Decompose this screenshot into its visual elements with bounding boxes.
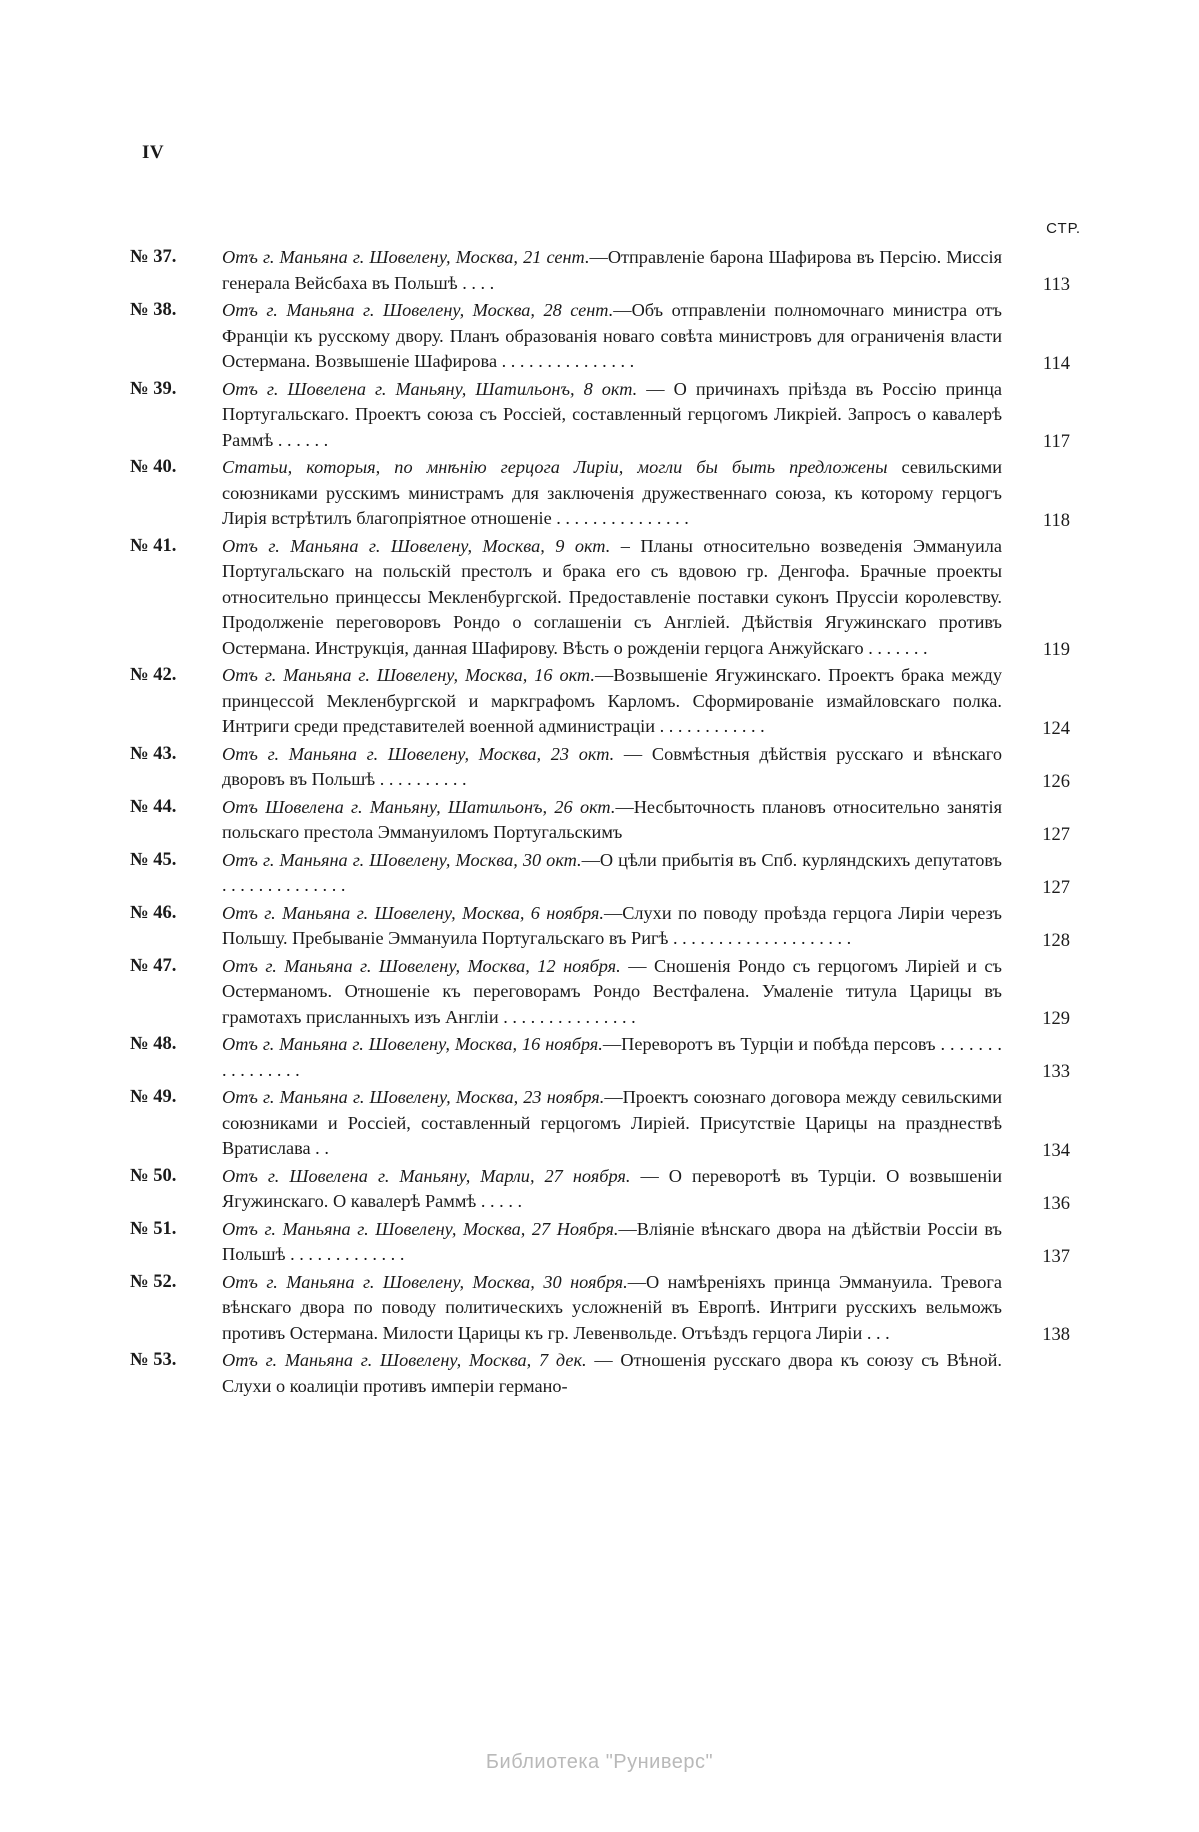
toc-entry-title: Отъ г. Маньяна г. Шовелену, Москва, 28 сент.: [222, 300, 614, 320]
toc-entry-body: [130, 1032, 1070, 1083]
toc-entry-number: № 43.: [130, 743, 177, 764]
toc-entry[interactable]: [130, 377, 1070, 454]
toc-entry[interactable]: [130, 795, 1070, 846]
toc-entry-text: [130, 663, 1002, 740]
toc-entry[interactable]: [130, 1348, 1070, 1399]
toc-entry[interactable]: [130, 298, 1070, 375]
toc-entry-body: [130, 848, 1070, 899]
toc-entry-title: Отъ г. Маньяна г. Шовелену, Москва, 9 окт.: [222, 535, 611, 556]
toc-entry[interactable]: [130, 1164, 1070, 1215]
toc-entry-body: [130, 1270, 1070, 1347]
toc-entry-description: —Переворотъ въ Турціи и побѣда персовъ . . . . . . . . . . . . . . . .: [222, 1034, 1002, 1080]
table-of-contents: [130, 245, 1070, 1401]
toc-entry-body: [130, 1217, 1070, 1268]
toc-entry-body: [130, 663, 1070, 740]
toc-entry-body: [130, 1348, 1070, 1399]
toc-entry-description: — Сношенія Рондо съ герцогомъ Лиріей и съ Остерманомъ. Отношеніе къ переговорамъ Рондо Вестфалена. Умаленіе титула Царицы въ грамотахъ присланныхъ изъ Англіи . . . . . . . . . . . . . . .: [222, 955, 1002, 1027]
toc-entry-text: [130, 455, 1002, 532]
toc-entry-text: [130, 901, 1002, 952]
toc-entry-title: Отъ Шовелена г. Маньяну, Шатильонъ, 26 окт.: [222, 796, 616, 817]
toc-entry-body: [130, 795, 1070, 846]
toc-entry-title: Отъ г. Маньяна г. Шовелену, Москва, 21 сент.: [222, 247, 590, 267]
toc-entry-number: № 40.: [130, 457, 177, 477]
toc-entry-page-number: 136: [1042, 1193, 1070, 1214]
toc-entry-number: № 53.: [130, 1350, 177, 1370]
toc-entry-text: [130, 742, 1002, 793]
toc-entry-page-number: 124: [1042, 718, 1070, 739]
toc-entry-body: [130, 742, 1070, 793]
toc-entry-page-number: 126: [1042, 771, 1070, 792]
toc-entry-title: Отъ г. Маньяна г. Шовелену, Москва, 30 ноября.: [222, 1271, 628, 1292]
toc-entry-text: [130, 1348, 1002, 1399]
toc-entry-number: № 41.: [130, 535, 177, 556]
toc-entry-body: [130, 534, 1070, 662]
toc-entry[interactable]: [130, 1032, 1070, 1083]
toc-entry-number: № 47.: [130, 955, 177, 976]
toc-entry-page-number: 127: [1042, 824, 1070, 845]
toc-entry[interactable]: [130, 663, 1070, 740]
toc-entry-description: —Отправленіе барона Шафирова въ Персію. Миссія генерала Вейсбаха въ Польшѣ . . . .: [222, 247, 1002, 293]
toc-entry-text: [130, 1085, 1002, 1162]
toc-entry-page-number: 134: [1042, 1140, 1070, 1161]
toc-entry-body: [130, 954, 1070, 1031]
toc-entry-body: [130, 455, 1070, 532]
toc-entry-description: —Вліяніе вѣнскаго двора на дѣйствіи Россіи въ Польшѣ . . . . . . . . . . . . .: [222, 1218, 1002, 1264]
toc-entry-description: — О причинахъ пріѣзда въ Россію принца Португальскаго. Проектъ союза съ Россіей, составленный герцогомъ Ликріей. Запросъ о кавалерѣ Раммѣ . . . . . .: [222, 378, 1002, 450]
toc-entry-description: —Проектъ союзнаго договора между севильскими союзниками и Россіей, составленный герцогомъ Лиріей. Присутствіе Царицы на празднествѣ Вратислава . .: [222, 1087, 1002, 1158]
toc-entry[interactable]: [130, 901, 1070, 952]
toc-entry-page-number: 118: [1042, 510, 1070, 531]
toc-entry-description: —О цѣли прибытія въ Спб. курляндскихъ депутатовъ . . . . . . . . . . . . . .: [222, 849, 1002, 895]
toc-entry[interactable]: [130, 1217, 1070, 1268]
toc-entry-page-number: 119: [1042, 640, 1070, 660]
toc-entry[interactable]: [130, 455, 1070, 532]
toc-entry-text: [130, 1217, 1002, 1268]
toc-entry-text: [130, 1164, 1002, 1215]
toc-entry-description: севильскими союзниками русскимъ министрамъ для заключенія дружественнаго союза, къ которому герцогъ Лирія встрѣтилъ благопріятное отношеніе . . . . . . . . . . . . . . .: [222, 457, 1003, 528]
toc-entry-title: Отъ г. Маньяна г. Шовелену, Москва, 16 ноября.: [222, 1034, 603, 1054]
toc-entry-text: [130, 377, 1002, 454]
toc-entry-text: [130, 298, 1002, 375]
toc-entry[interactable]: [130, 245, 1070, 296]
toc-entry-title: Отъ г. Маньяна г. Шовелену, Москва, 30 окт.: [222, 849, 582, 870]
toc-entry-page-number: 113: [1042, 275, 1070, 295]
toc-entry-title: Отъ г. Маньяна г. Шовелену, Москва, 16 окт.: [222, 665, 595, 685]
watermark: Библиотека "Руниверс": [485, 1751, 714, 1773]
toc-entry-page-number: 117: [1042, 432, 1070, 452]
toc-entry-number: № 48.: [130, 1034, 177, 1054]
toc-entry-description: —Объ отправленіи полномочнаго министра отъ Франціи къ русскому двору. Планъ образованія новаго совѣта министровъ для ограниченія власти Остермана. Возвышеніе Шафирова . . . . . . . . . . . . . . .: [222, 300, 1002, 371]
toc-entry-title: Отъ г. Маньяна г. Шовелену, Москва, 23 окт.: [222, 743, 615, 764]
toc-entry[interactable]: [130, 848, 1070, 899]
toc-entry-description: —Слухи по поводу проѣзда герцога Лиріи черезъ Польшу. Пребываніе Эммануила Португальскаго въ Ригѣ . . . . . . . . . . . . . . . . . . . .: [222, 902, 1002, 948]
toc-entry-description: —Несбыточность плановъ относительно занятія польскаго престола Эммануиломъ Португальскимъ: [222, 796, 1002, 842]
toc-entry-body: [130, 1085, 1070, 1162]
toc-entry-page-number: 138: [1042, 1325, 1070, 1345]
folio-number: IV: [142, 142, 165, 163]
toc-entry-description: – Планы относительно возведенія Эммануила Португальскаго на польскій престолъ и брака его съ вдовою гр. Денгофа. Брачные проекты относительно принцессы Мекленбургской. Предоставленіе поставки суконъ Пруссіи королевству. Продолженіе переговоровъ Рондо о соглашеніи съ Англіей. Дѣйствія Ягужинскаго противъ Остермана. Инструкція, данная Шафирову. Вѣсть о рожденіи герцога Анжуйскаго . . . . . . .: [222, 535, 1002, 658]
toc-entry-description: — Совмѣстныя дѣйствія русскаго и вѣнскаго дворовъ въ Польшѣ . . . . . . . . . .: [222, 743, 1002, 789]
toc-entry-text: [130, 795, 1002, 846]
page-column-header: СТР.: [1046, 220, 1081, 237]
toc-entry-page-number: 128: [1042, 930, 1070, 951]
toc-entry-text: [130, 1032, 1002, 1083]
toc-entry-title: Отъ г. Маньяна г. Шовелену, Москва, 27 Ноября.: [222, 1218, 619, 1239]
toc-entry-number: № 38.: [130, 300, 177, 320]
toc-entry-description: —Возвышеніе Ягужинскаго. Проектъ брака между принцессой Мекленбургской и маркграфомъ Карломъ. Сформированіе измайловскаго полка. Интриги среди представителей военной администраціи . . . . . . . . . . . .: [222, 665, 1002, 736]
toc-entry-page-number: 114: [1042, 353, 1070, 374]
toc-entry-number: № 46.: [130, 902, 177, 923]
toc-entry-number: № 51.: [130, 1218, 177, 1239]
toc-entry-page-number: 133: [1042, 1062, 1070, 1082]
toc-entry-number: № 44.: [130, 796, 177, 817]
toc-entry-number: № 49.: [130, 1087, 177, 1107]
toc-entry-page-number: 137: [1042, 1246, 1070, 1267]
toc-entry[interactable]: [130, 1085, 1070, 1162]
toc-entry-text: [130, 245, 1002, 296]
toc-entry-number: № 52.: [130, 1271, 177, 1292]
toc-entry[interactable]: [130, 534, 1070, 662]
toc-entry-title: Отъ г. Маньяна г. Шовелену, Москва, 12 ноября.: [222, 955, 621, 976]
toc-entry-number: № 50.: [130, 1165, 177, 1186]
toc-entry-text: [130, 848, 1002, 899]
toc-entry-title: Статьи, которыя, по мнѣнію герцога Лиріи, могли бы быть предложены: [222, 457, 888, 477]
toc-entry[interactable]: [130, 742, 1070, 793]
toc-entry-body: [130, 901, 1070, 952]
toc-entry-page-number: 129: [1042, 1009, 1070, 1029]
toc-entry-description: — О переворотѣ въ Турціи. О возвышеніи Ягужинскаго. О кавалерѣ Раммѣ . . . . .: [222, 1165, 1002, 1211]
toc-entry-page-number: 127: [1042, 877, 1070, 898]
toc-entry-description: —О намѣреніяхъ принца Эммануила. Тревога вѣнскаго двора по поводу политическихъ усложненій въ Европѣ. Интриги русскихъ вельможъ противъ Остермана. Милости Царицы къ гр. Левенвольде. Отъѣздъ герцога Лиріи . . .: [222, 1271, 1002, 1343]
toc-entry-text: [130, 534, 1002, 662]
toc-entry-body: [130, 245, 1070, 296]
toc-entry-body: [130, 1164, 1070, 1215]
toc-entry-text: [130, 954, 1002, 1031]
toc-entry[interactable]: [130, 1270, 1070, 1347]
toc-entry-title: Отъ г. Маньяна г. Шовелену, Москва, 23 ноября.: [222, 1087, 605, 1107]
toc-entry-number: № 39.: [130, 378, 177, 399]
toc-entry-body: [130, 298, 1070, 375]
toc-entry-title: Отъ г. Шовелена г. Маньяну, Шатильонъ, 8 окт.: [222, 378, 638, 399]
toc-entry-number: № 42.: [130, 665, 177, 685]
toc-entry-title: Отъ г. Шовелена г. Маньяну, Марли, 27 ноября.: [222, 1165, 631, 1186]
toc-entry-description: — Отношенія русскаго двора къ союзу съ Вѣной. Слухи о коалиціи противъ имперіи германо-: [222, 1350, 1002, 1396]
toc-entry-number: № 45.: [130, 849, 177, 870]
toc-entry-body: [130, 377, 1070, 454]
toc-entry-text: [130, 1270, 1002, 1347]
toc-entry-title: Отъ г. Маньяна г. Шовелену, Москва, 7 дек.: [222, 1350, 587, 1370]
toc-entry-number: № 37.: [130, 247, 177, 267]
toc-entry-title: Отъ г. Маньяна г. Шовелену, Москва, 6 ноября.: [222, 902, 604, 923]
toc-entry[interactable]: [130, 954, 1070, 1031]
